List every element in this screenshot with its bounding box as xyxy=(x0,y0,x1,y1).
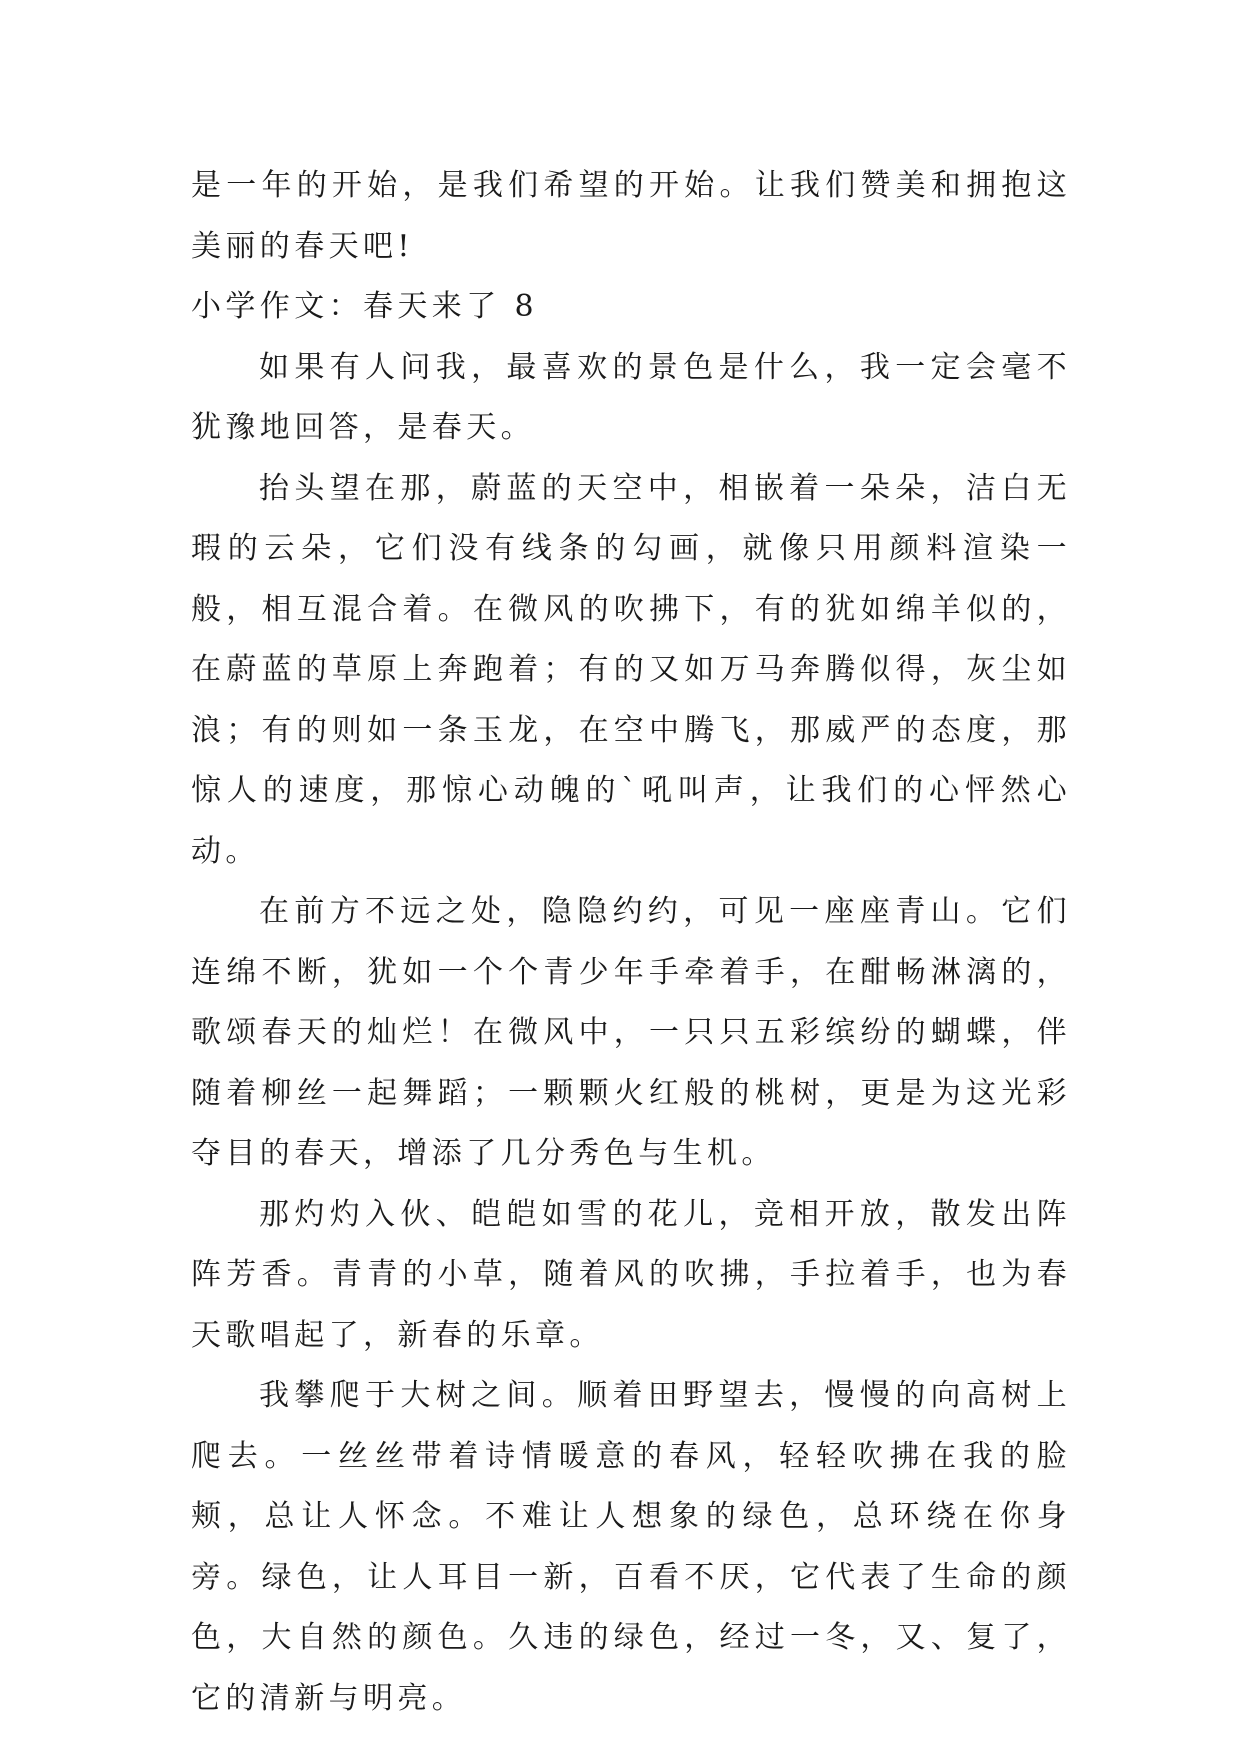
continuation-paragraph: 是一年的开始，是我们希望的开始。让我们赞美和拥抱这美丽的春天吧! xyxy=(191,168,1071,264)
paragraph-3: 在前方不远之处，隐隐约约，可见一座座青山。它们连绵不断，犹如一个个青少年手牵着手，在酣畅淋漓的，歌颂春天的灿烂！在微风中，一只只五彩缤纷的蝴蝶，伴随着柳丝一起舞蹈；一颗颗火红般的桃树，更是为这光彩夺目的春天，增添了几分秀色与生机。 xyxy=(191,894,1071,1171)
document-body xyxy=(191,156,1071,1729)
paragraph-4: 那灼灼入伙、皑皑如雪的花儿，竞相开放，散发出阵阵芳香。青青的小草，随着风的吹拂，手拉着手，也为春天歌唱起了，新春的乐章。 xyxy=(191,1196,1071,1353)
paragraph-1: 如果有人问我，最喜欢的景色是什么，我一定会毫不犹豫地回答，是春天。 xyxy=(191,349,1071,445)
essay-heading: 小学作文：春天来了 8 xyxy=(191,289,539,324)
paragraph-5: 我攀爬于大树之间。顺着田野望去，慢慢的向高树上爬去。一丝丝带着诗情暖意的春风，轻轻吹拂在我的脸颊，总让人怀念。不难让人想象的绿色，总环绕在你身旁。绿色，让人耳目一新，百看不厌，它代表了生命的颜色，大自然的颜色。久违的绿色，经过一冬，又、复了，它的清新与明亮。 xyxy=(191,1378,1071,1716)
paragraph-2: 抬头望在那，蔚蓝的天空中，相嵌着一朵朵，洁白无瑕的云朵，它们没有线条的勾画，就像只用颜料渲染一般，相互混合着。在微风的吹拂下，有的犹如绵羊似的，在蔚蓝的草原上奔跑着；有的又如万马奔腾似得，灰尘如浪；有的则如一条玉龙，在空中腾飞，那威严的态度，那惊人的速度，那惊心动魄的`吼叫声，让我们的心怦然心动。 xyxy=(191,470,1071,869)
